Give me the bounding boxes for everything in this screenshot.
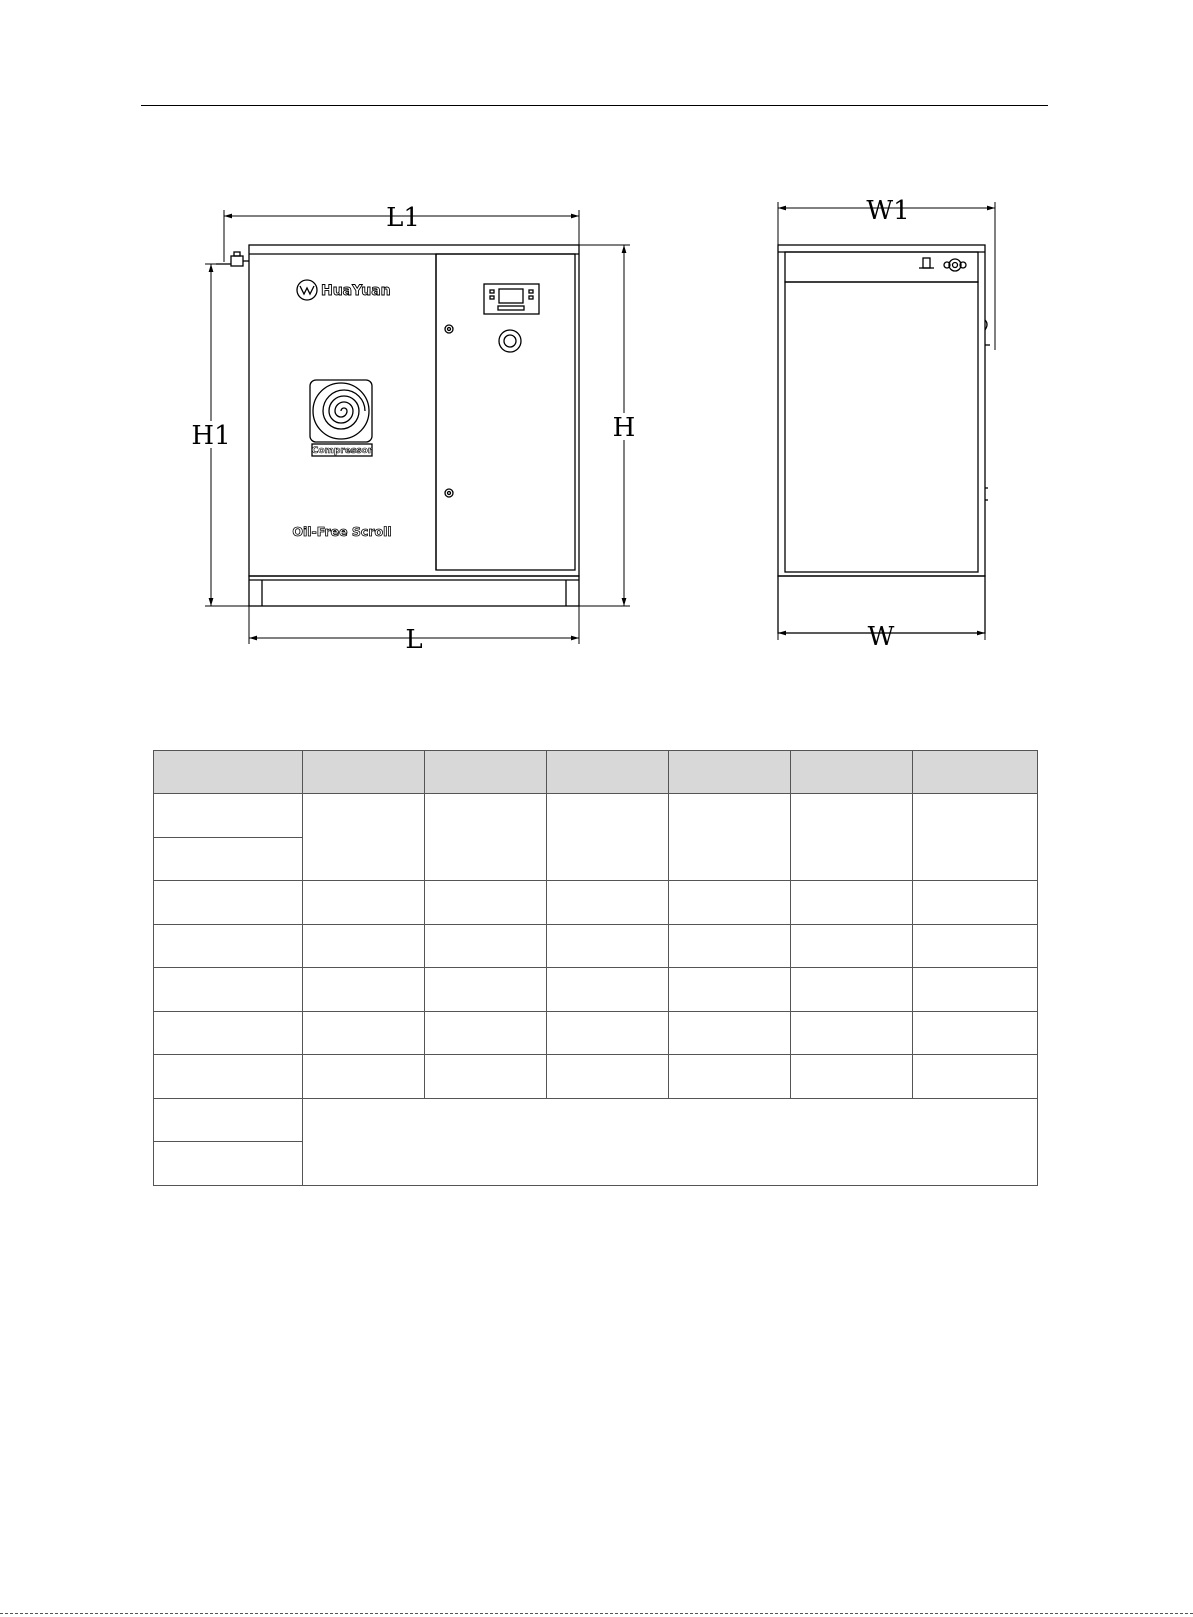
table-cell: [425, 968, 547, 1012]
scroll-compressor-icon: [310, 380, 372, 456]
table-cell: [154, 837, 303, 881]
table-cell: [303, 924, 425, 968]
table-cell: [669, 881, 791, 925]
dim-label-l: L: [405, 625, 423, 655]
table-cell: [425, 881, 547, 925]
table-cell: [547, 1011, 669, 1055]
table-row: [154, 794, 1038, 838]
table-cell: [669, 794, 791, 881]
table-cell: [913, 1055, 1038, 1099]
table-cell: [154, 1011, 303, 1055]
table-cell: [791, 1011, 913, 1055]
footer-rule: [0, 1613, 1193, 1614]
table-cell: [425, 924, 547, 968]
dimension-drawing: [0, 0, 1193, 700]
table-cell: [669, 968, 791, 1012]
emergency-stop-icon: [499, 330, 521, 352]
table-header-cell: [154, 751, 303, 794]
side-cabinet-outline: [778, 245, 985, 576]
table-row: [154, 1055, 1038, 1099]
table-cell: [669, 1055, 791, 1099]
table-cell: [547, 924, 669, 968]
table-cell: [547, 794, 669, 881]
table-cell: [154, 794, 303, 838]
table-header-cell: [425, 751, 547, 794]
table-cell: [547, 1055, 669, 1099]
door-lock-icon: [445, 325, 453, 497]
scroll-caption: Compressor: [311, 446, 373, 456]
dim-label-w: W: [867, 622, 895, 652]
brand-logo-icon: [297, 280, 317, 300]
table-cell: [913, 1011, 1038, 1055]
table-cell: [154, 881, 303, 925]
table-cell: [303, 1011, 425, 1055]
table-cell: [669, 924, 791, 968]
table-cell: [913, 924, 1038, 968]
table-cell: [303, 1055, 425, 1099]
table-cell: [913, 968, 1038, 1012]
controller-panel-icon: [484, 284, 539, 314]
table-cell: [425, 794, 547, 881]
dim-label-h1: H1: [191, 421, 231, 451]
table-cell: [425, 1011, 547, 1055]
table-row: [154, 1098, 1038, 1142]
table-cell: [791, 1055, 913, 1099]
table-row: [154, 881, 1038, 925]
pipe-fitting-icon: [919, 258, 966, 271]
table-cell: [303, 881, 425, 925]
table-cell: [913, 794, 1038, 881]
table-header-row: [154, 751, 1038, 794]
table-merged-cell: [303, 1098, 1038, 1185]
table-header-cell: [791, 751, 913, 794]
table-cell: [547, 968, 669, 1012]
table-cell: [669, 1011, 791, 1055]
table-cell: [913, 881, 1038, 925]
table-header-cell: [913, 751, 1038, 794]
dim-label-w1: W1: [866, 196, 910, 226]
brand-name: HuaYuan: [321, 283, 391, 299]
table-header-cell: [547, 751, 669, 794]
table-cell: [154, 1098, 303, 1142]
table-row: [154, 924, 1038, 968]
table-cell: [425, 1055, 547, 1099]
outlet-valve-icon: [216, 252, 249, 266]
table-cell: [154, 968, 303, 1012]
table-header-cell: [669, 751, 791, 794]
table-row: [154, 1011, 1038, 1055]
dim-label-h: H: [612, 413, 636, 443]
table-cell: [791, 794, 913, 881]
table-cell: [303, 968, 425, 1012]
tagline: Oil-Free Scroll: [292, 524, 392, 539]
table-row: [154, 968, 1038, 1012]
table-cell: [791, 968, 913, 1012]
table-cell: [154, 1055, 303, 1099]
table-cell: [547, 881, 669, 925]
front-view: [216, 245, 579, 606]
table-cell: [303, 794, 425, 881]
side-view: [778, 245, 990, 633]
spec-table: [153, 750, 1038, 1186]
table-cell: [791, 924, 913, 968]
table-cell: [791, 881, 913, 925]
table-cell: [154, 1142, 303, 1186]
side-panel: [785, 282, 978, 572]
dim-label-l1: L1: [386, 203, 420, 233]
table-cell: [154, 924, 303, 968]
table-header-cell: [303, 751, 425, 794]
